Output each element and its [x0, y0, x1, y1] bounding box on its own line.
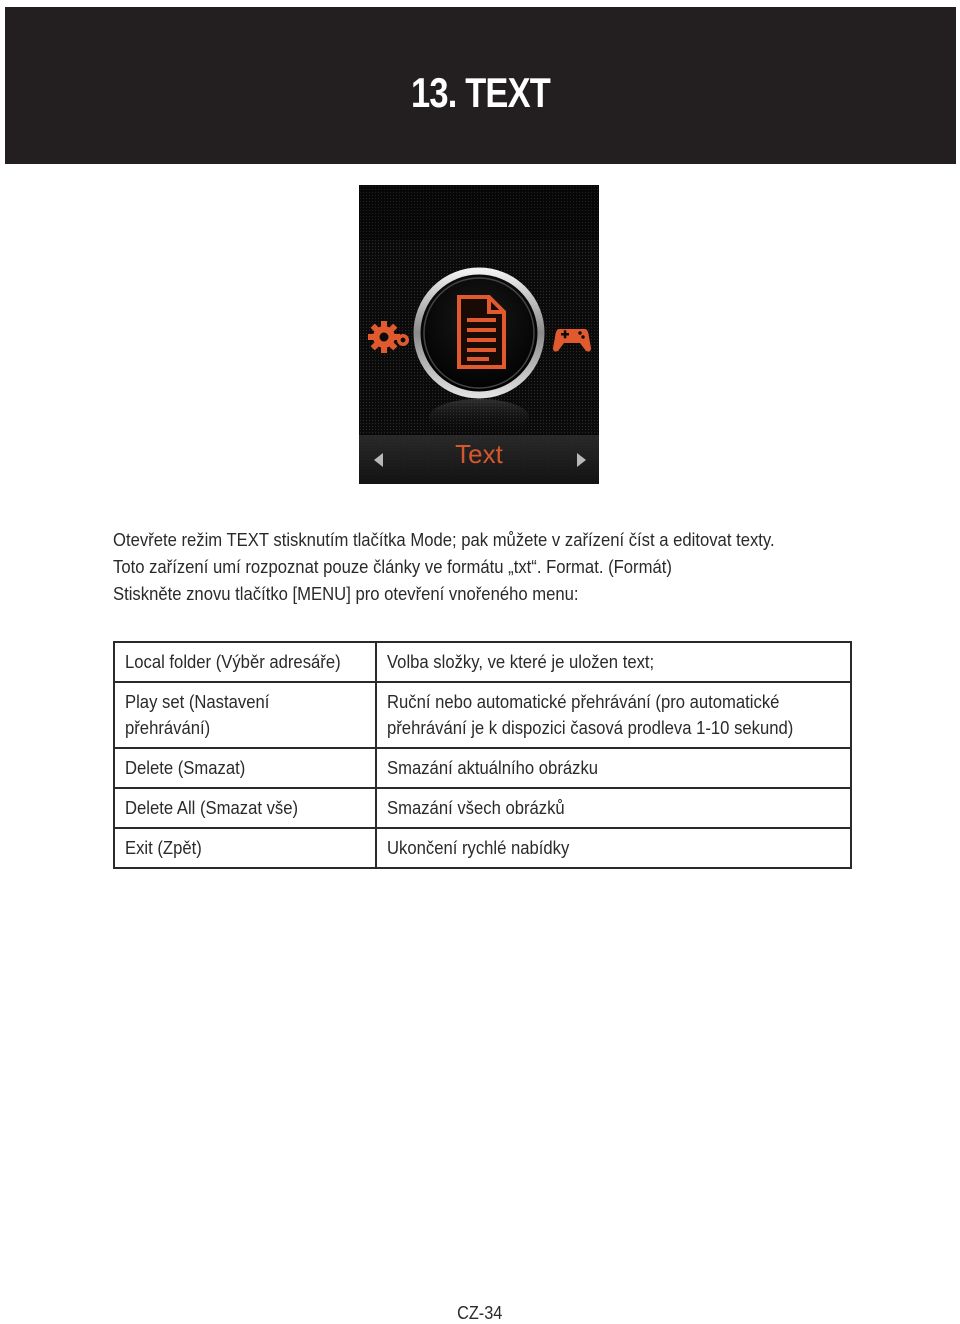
menu-desc-cell: [376, 748, 851, 788]
menu-desc-cell: [376, 828, 851, 868]
table-row: [114, 642, 851, 682]
text-document-icon: [459, 297, 504, 367]
mode-caption: Text: [455, 439, 503, 469]
menu-desc-text: Ukončení rychlé nabídky: [386, 837, 569, 858]
table-row: [114, 748, 851, 788]
intro-line-1: Otevřete režim TEXT stisknutím tlačítka Mode; pak můžete v zařízení číst a editovat texty.: [113, 529, 775, 550]
menu-desc-text: Volba složky, ve které je uložen text;: [386, 651, 654, 672]
menu-item-cell: [114, 682, 376, 748]
page-number: [0, 1302, 960, 1324]
table-row: [114, 682, 851, 748]
page-number-text: CZ-34: [457, 1302, 503, 1323]
menu-item-label: Delete All (Smazat vše): [125, 797, 299, 818]
menu-item-cell: [114, 748, 376, 788]
intro-paragraph: [113, 526, 779, 607]
page-header: [5, 7, 956, 164]
intro-line-2: Toto zařízení umí rozpoznat pouze články ve formátu „txt“. Format. (Formát): [113, 556, 672, 577]
menu-item-label: přehrávání): [125, 717, 211, 738]
menu-item-cell: [114, 828, 376, 868]
intro-line-3: Stiskněte znovu tlačítko [MENU] pro otevření vnořeného menu:: [113, 583, 579, 604]
menu-item-label: Exit (Zpět): [125, 837, 202, 858]
menu-item-cell: [114, 642, 376, 682]
page-title: 13. TEXT: [411, 69, 550, 116]
menu-desc-cell: [376, 788, 851, 828]
table-row: [114, 828, 851, 868]
menu-desc-text: přehrávání je k dispozici časová prodleva 1-10 sekund): [386, 717, 793, 738]
device-screen: [359, 185, 599, 484]
menu-desc-cell: [376, 642, 851, 682]
menu-item-label: Play set (Nastavení: [125, 691, 270, 712]
table-row: [114, 788, 851, 828]
menu-item-cell: [114, 788, 376, 828]
menu-item-label: Local folder (Výběr adresáře): [125, 651, 341, 672]
menu-desc-cell: [376, 682, 851, 748]
menu-desc-text: Ruční nebo automatické přehrávání (pro automatické: [386, 691, 780, 712]
menu-item-label: Delete (Smazat): [125, 757, 246, 778]
menu-desc-text: Smazání aktuálního obrázku: [386, 757, 598, 778]
menu-desc-text: Smazání všech obrázků: [386, 797, 565, 818]
submenu-table: [113, 641, 852, 869]
